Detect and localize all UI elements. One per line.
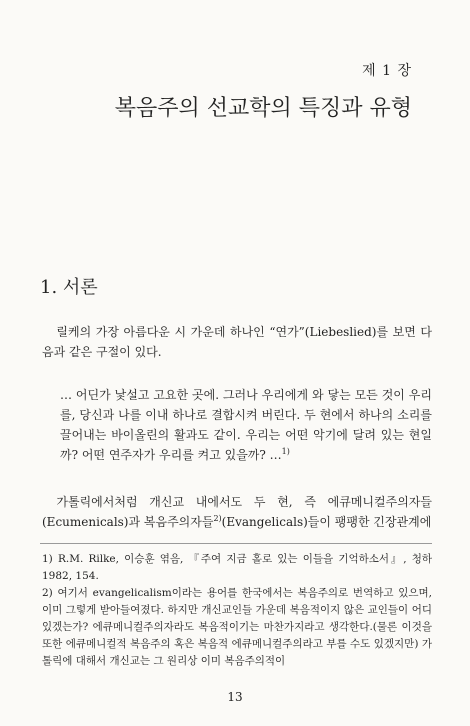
footnote-1: 1) R.M. Rilke, 이승훈 엮음, 『주여 지금 홀로 있는 이들을 기억하소서』, 청하 1982, 154. xyxy=(42,553,432,582)
intro-paragraph xyxy=(42,322,432,362)
body-paragraph-text-b: (Evangelicals)들이 팽팽한 긴장관계에 xyxy=(221,515,432,529)
quotation-text: … 어딘가 낯설고 고요한 곳에. 그러나 우리에게 와 닿는 모든 것이 우리를, 당신과 나를 이내 하나로 결합시켜 버린다. 두 현에서 하나의 소리를 끌어내는 바이올린의 활과도 같이. 우리는 어떤 악기에 달려 있는 현일까? 어떤 연주자가 우리를 켜고 있을까? … xyxy=(60,388,432,462)
quotation-block xyxy=(60,385,432,465)
intro-paragraph-text: 릴케의 가장 아름다운 시 가운데 하나인 “연가”(Liebeslied)를 보면 다음과 같은 구절이 있다. xyxy=(42,325,432,359)
footnote-marker-2: 2) xyxy=(213,514,222,523)
footnote-marker-1: 1) xyxy=(281,447,290,456)
chapter-title: 복음주의 선교학의 특징과 유형 xyxy=(114,96,412,121)
section-heading: 1. 서론 xyxy=(40,277,98,298)
footnote-2: 2) 여기서 evangelicalism이라는 용어를 한국에서는 복음주의로 번역하고 있으며, 이미 그렇게 받아들여졌다. 하지만 개신교인들 가운데 복음적이지 않은 교인들이 어디 있겠는가? 에큐메니컬주의자라도 복음적이기는 마찬가지라고 생각한다.(물론 이것을 또한 에큐메니컬적 복음주의 혹은 복음적 에큐메니컬주의라고 부를 수도 있겠지만) 가톨릭에 대해서 개신교는 그 원리상 이미 복음주의적이 xyxy=(42,587,432,667)
footnote-divider xyxy=(40,543,432,544)
page-number: 13 xyxy=(227,690,243,704)
chapter-label: 제 1 장 xyxy=(362,63,412,79)
body-paragraph-text-a: 가톨릭에서처럼 개신교 내에서도 두 현, 즉 에큐메니컬주의자들(Ecumenicals)과 복음주의자들 xyxy=(42,495,432,529)
body-paragraph xyxy=(42,492,432,532)
